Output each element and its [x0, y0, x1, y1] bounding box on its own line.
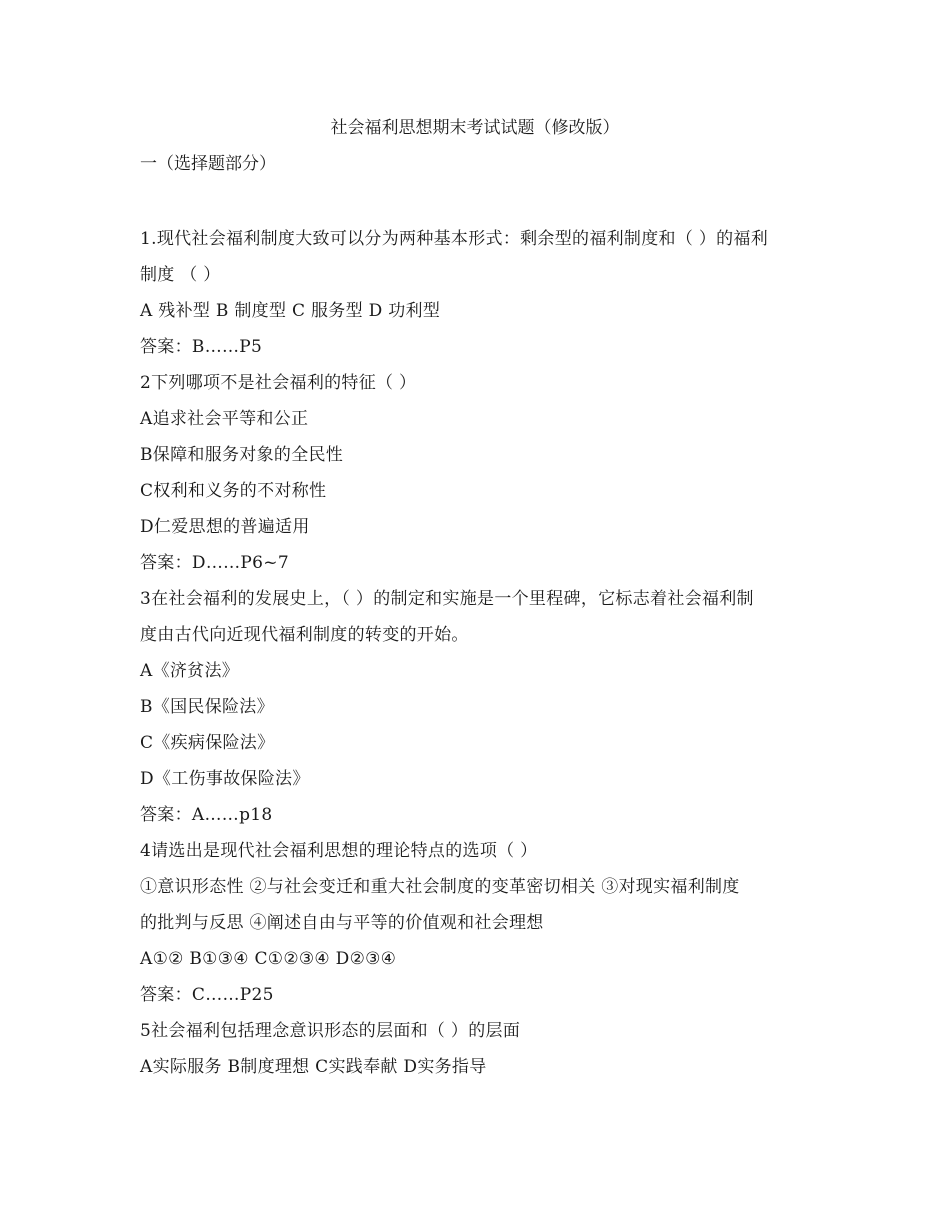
q3-option-d: D《工伤事故保险法》	[140, 769, 310, 789]
q4-answer: 答案：C……P25	[140, 985, 274, 1005]
q2-option-d: D仁爱思想的普遍适用	[140, 517, 310, 537]
q2-option-c: C权利和义务的不对称性	[140, 481, 327, 501]
q4-items-line1: ①意识形态性 ②与社会变迁和重大社会制度的变革密切相关 ③对现实福利制度	[140, 877, 740, 897]
q2-answer: 答案：D……P6~7	[140, 553, 289, 573]
q4-stem: 4请选出是现代社会福利思想的理论特点的选项（ ）	[140, 841, 538, 861]
q1-answer: 答案：B……P5	[140, 337, 263, 357]
q1-options: A 残补型 B 制度型 C 服务型 D 功利型	[140, 301, 441, 321]
q4-options: A①② B①③④ C①②③④ D②③④	[140, 949, 397, 969]
q1-stem-line1: 1.现代社会福利制度大致可以分为两种基本形式：剩余型的福利制度和（ ）的福利	[140, 229, 769, 249]
q3-stem-line1: 3在社会福利的发展史上，（ ）的制定和实施是一个里程碑，它标志着社会福利制	[140, 589, 754, 609]
section-heading: 一（选择题部分）	[140, 154, 276, 174]
q3-stem-line2: 度由古代向近现代福利制度的转变的开始。	[140, 625, 469, 645]
q5-stem: 5社会福利包括理念意识形态的层面和（ ）的层面	[140, 1021, 521, 1041]
q2-stem: 2下列哪项不是社会福利的特征（ ）	[140, 373, 417, 393]
q3-option-c: C《疾病保险法》	[140, 733, 275, 753]
q5-options: A实际服务 B制度理想 C实践奉献 D实务指导	[140, 1057, 487, 1077]
q3-option-b: B《国民保险法》	[140, 697, 274, 717]
question-list	[140, 226, 830, 1090]
q4-items-line2: 的批判与反思 ④阐述自由与平等的价值观和社会理想	[140, 913, 544, 933]
q3-option-a: A《济贫法》	[140, 661, 240, 681]
q1-stem-line2: 制度 （ ）	[140, 265, 221, 285]
q3-answer: 答案：A……p18	[140, 805, 273, 825]
q2-option-b: B保障和服务对象的全民性	[140, 445, 344, 465]
q2-option-a: A追求社会平等和公正	[140, 409, 309, 429]
document-title: 社会福利思想期末考试试题（修改版）	[330, 118, 620, 138]
